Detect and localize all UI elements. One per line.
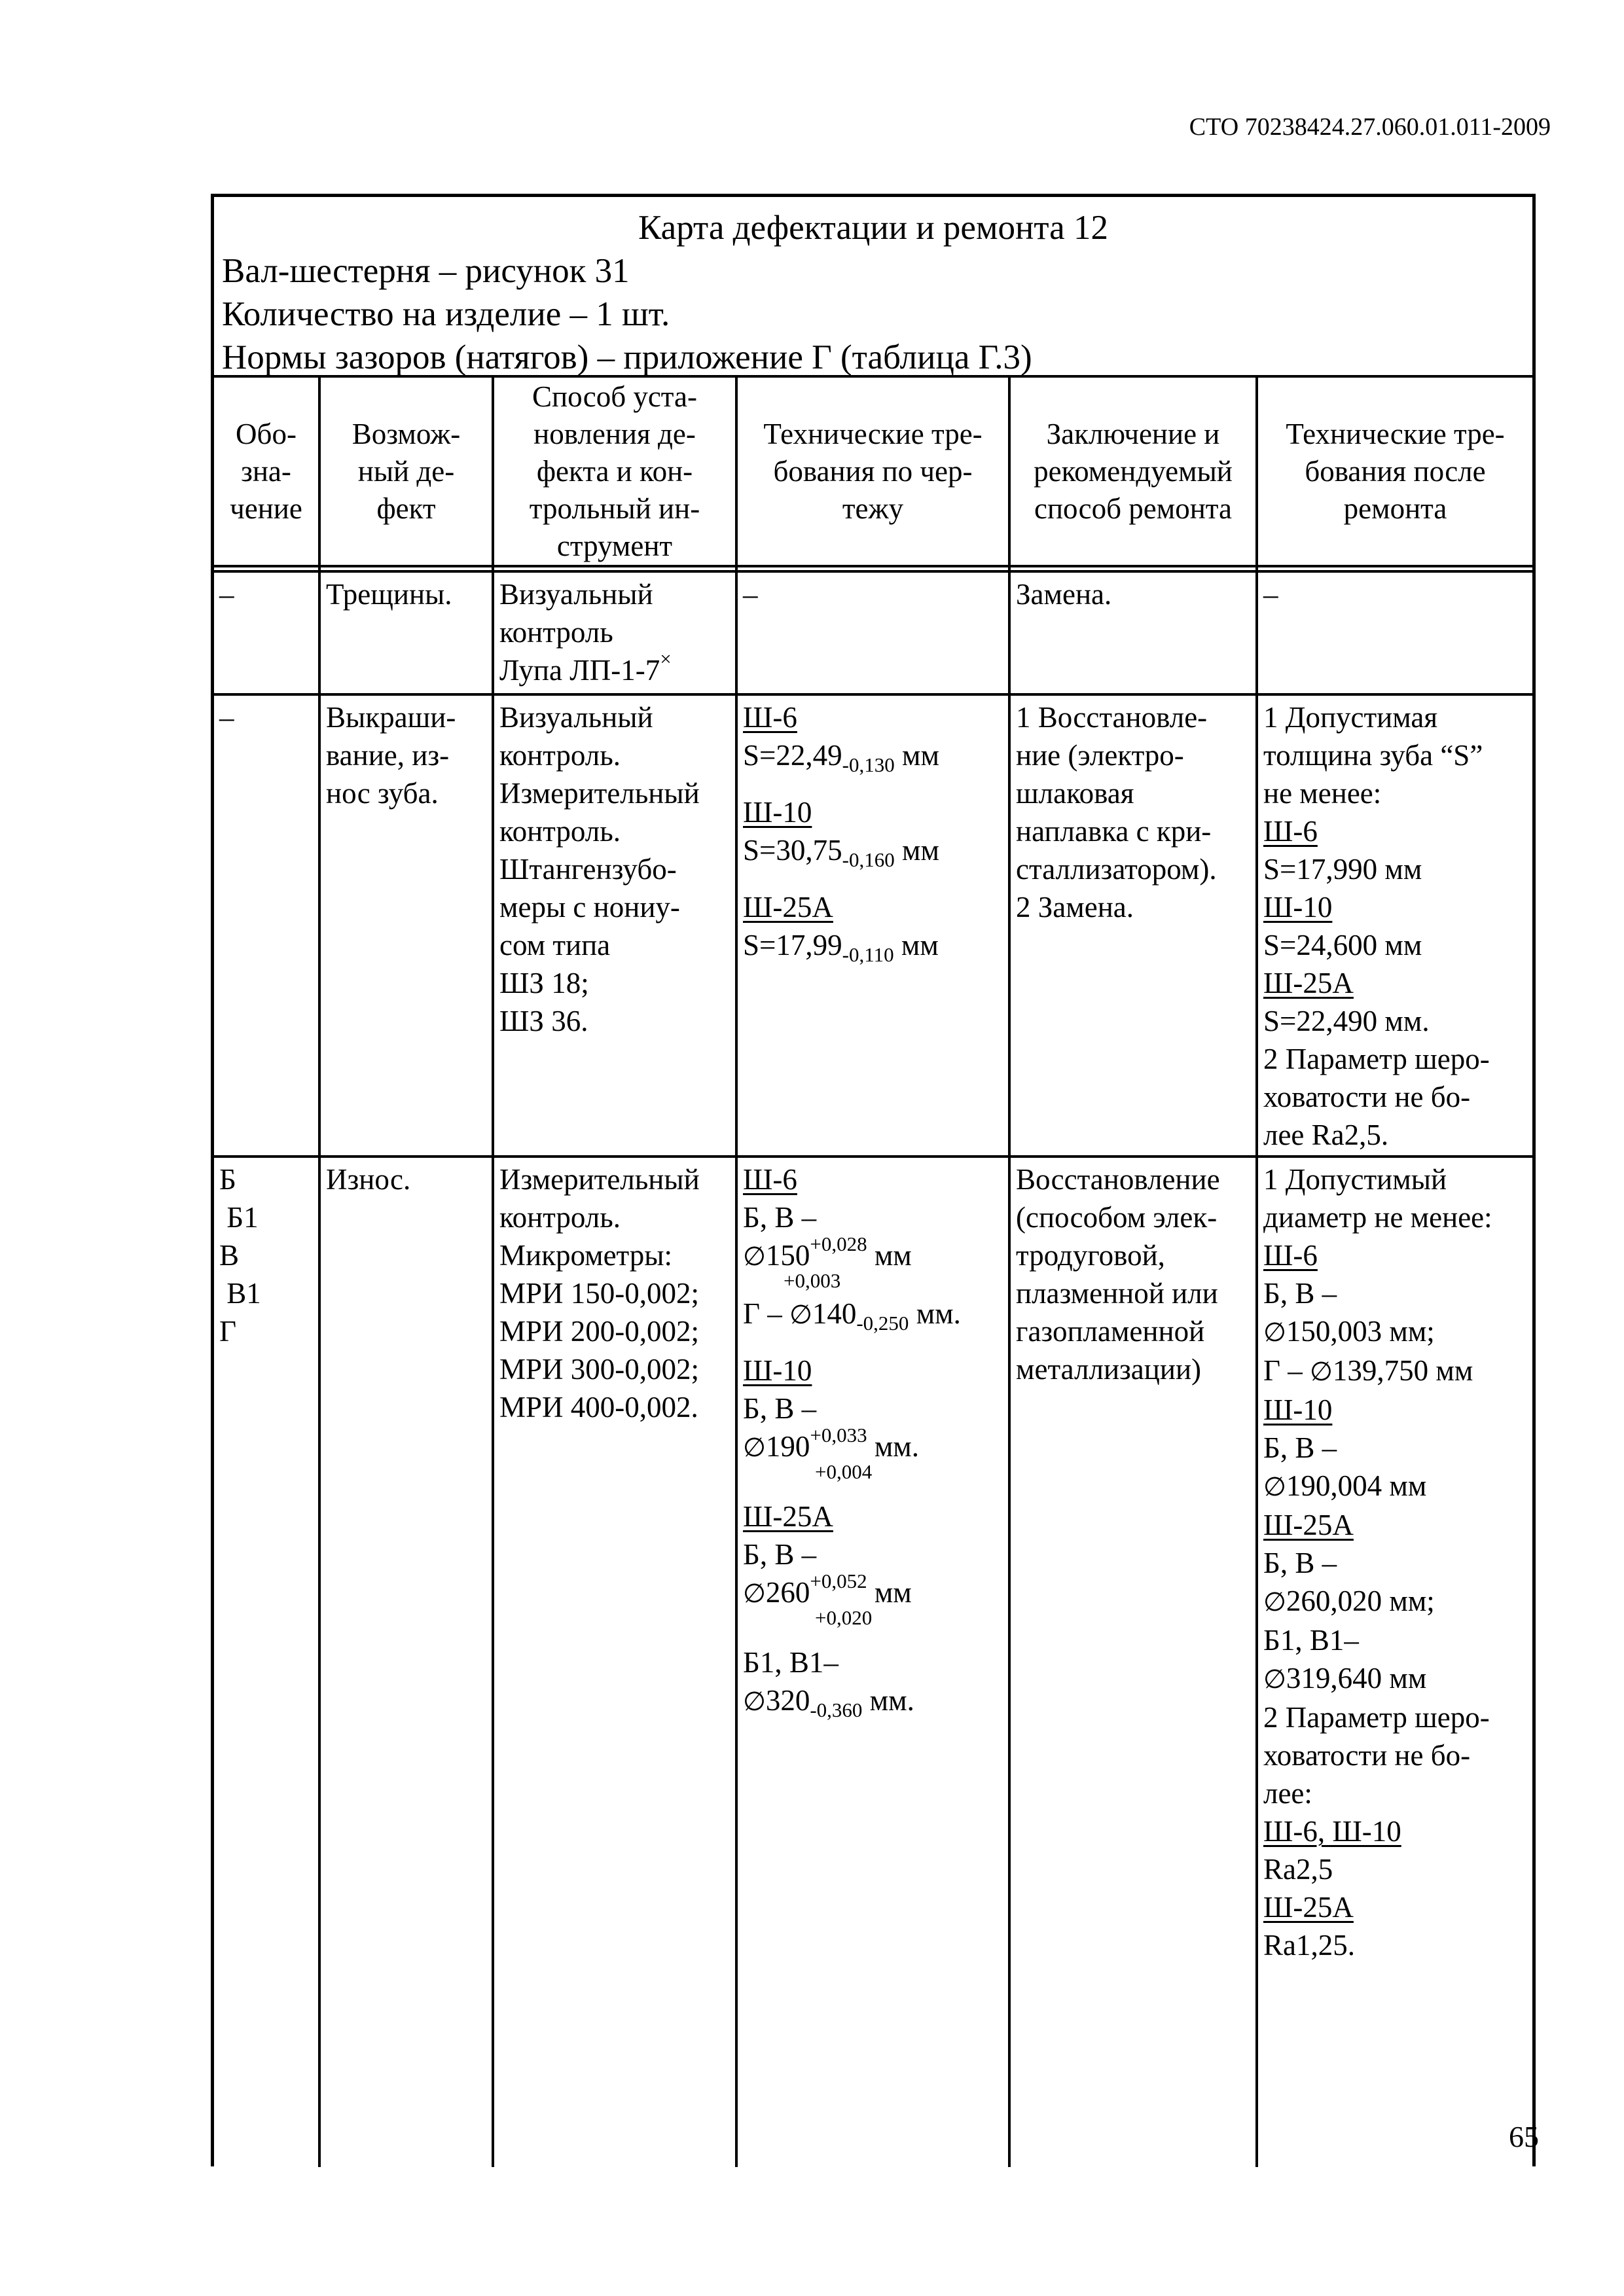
text-line: 2 Замена. [1016, 891, 1134, 924]
unit: мм [894, 739, 939, 772]
text-line: нос зуба. [326, 777, 439, 810]
text-line: Выкраши- [326, 701, 456, 734]
text-line: Технические тре- [1286, 417, 1505, 450]
upper-tolerance: +0,033 [810, 1424, 867, 1446]
lower-tolerance: +0,020 [815, 1606, 873, 1629]
value-line: S=22,490 мм. [1263, 1005, 1430, 1037]
defect-cell: Трещины. [326, 578, 452, 611]
text-line: МРИ 200-0,002; [499, 1315, 700, 1348]
text-line: не менее: [1263, 777, 1382, 810]
text-line: Г [219, 1315, 237, 1348]
tooth-thickness: S=22,49 [743, 739, 842, 772]
diameter-icon: ∅ [743, 1579, 766, 1609]
text-line: (способом элек- [1016, 1201, 1218, 1234]
text-line: вание, из- [326, 739, 450, 772]
text-line: Технические тре- [763, 417, 983, 450]
tolerance: -0,130 [842, 753, 895, 776]
text-line: ние (электро- [1016, 739, 1184, 772]
text-line: Микрометры: [499, 1239, 673, 1272]
conclusion-cell: Замена. [1016, 578, 1112, 611]
text-line: Восстановление [1016, 1163, 1220, 1196]
text-line: тежу [842, 492, 904, 525]
tolerance: -0,250 [856, 1312, 909, 1335]
text-line: МРИ 150-0,002; [499, 1277, 700, 1310]
tolerance: -0,110 [842, 943, 894, 966]
diameter-icon: ∅ [1310, 1357, 1333, 1387]
conclusion-cell [1011, 696, 1255, 1155]
gear-ref: Ш-6 [743, 1163, 797, 1196]
surface-ref: Б, В – [743, 1392, 817, 1425]
text-line: Способ уста- [532, 380, 697, 413]
text-line: ШЗ 36. [499, 1005, 588, 1037]
text-line: бования по чер- [773, 454, 973, 488]
text-line: плазменной или [1016, 1277, 1218, 1310]
value-line: S=24,600 мм [1263, 929, 1422, 961]
text-line: контроль [499, 616, 613, 649]
text-line: фект [376, 492, 436, 525]
table-row [214, 573, 1532, 696]
table-header-row [214, 378, 1532, 567]
text-line: сом типа [499, 929, 611, 961]
value-line: 319,640 мм [1286, 1662, 1427, 1695]
card-header [214, 197, 1532, 378]
diameter-icon: ∅ [1263, 1318, 1286, 1348]
table-row [214, 1158, 1532, 2009]
diameter: 320 [765, 1684, 810, 1717]
text-line: Обо- [236, 417, 297, 450]
unit: мм [894, 834, 939, 867]
gear-ref: Ш-10 [1263, 1393, 1333, 1426]
method-cell [494, 1158, 735, 2009]
text-line: струмент [556, 529, 673, 562]
text-line: 1 Допустимая [1263, 701, 1438, 734]
text-line: наплавка с кри- [1016, 815, 1212, 848]
unit: мм [867, 1239, 912, 1272]
card-part: Вал-шестерня – рисунок 31 [222, 252, 630, 290]
value-line: 139,750 мм [1332, 1354, 1473, 1387]
text-line: ховатости не бо- [1263, 1081, 1471, 1113]
card-norms: Нормы зазоров (натягов) – приложение Г (таблица Г.3) [222, 338, 1032, 376]
unit: мм. [862, 1684, 914, 1717]
text-line: ховатости не бо- [1263, 1739, 1471, 1772]
requirements-cell [738, 696, 1008, 1155]
unit: мм [893, 929, 939, 961]
text-line: диаметр не менее: [1263, 1201, 1492, 1234]
text-line: металлизации) [1016, 1353, 1202, 1386]
surface-ref: Б1, В1– [1263, 1624, 1359, 1657]
text-line: Заключение и [1046, 417, 1220, 450]
table-row [214, 696, 1532, 1158]
unit: мм. [867, 1430, 920, 1463]
value-line: Ra2,5 [1263, 1853, 1333, 1886]
surface-ref: Г – [1263, 1354, 1310, 1387]
text-line: меры с нониу- [499, 891, 680, 924]
lower-tolerance: +0,003 [784, 1269, 841, 1292]
requirements-cell: – [743, 578, 758, 611]
text-line: Измерительный [499, 777, 700, 810]
after-repair-cell: – [1263, 578, 1278, 611]
text-line: фекта и кон- [536, 454, 693, 488]
text-line: Измерительный [499, 1163, 700, 1196]
unit: мм. [909, 1297, 961, 1330]
gear-ref: Ш-6 [1263, 815, 1318, 848]
gear-ref: Ш-25А [1263, 967, 1354, 999]
text-line: рекомендуемый [1034, 454, 1233, 488]
document-code: СТО 70238424.27.060.01.011-2009 [1189, 113, 1551, 141]
method-cell [494, 696, 735, 1155]
designation-cell: – [219, 578, 234, 611]
gear-ref: Ш-10 [743, 1354, 812, 1387]
diameter: 260 [765, 1576, 810, 1609]
text-line: МРИ 300-0,002; [499, 1353, 700, 1386]
text-line: газопламенной [1016, 1315, 1205, 1348]
text-line: способ ремонта [1034, 492, 1232, 525]
text-line: зна- [241, 454, 291, 488]
text-line: Б [219, 1163, 236, 1196]
surface-ref: Б, В – [1263, 1547, 1337, 1579]
column-header-defect [321, 378, 492, 565]
text-line: лее: [1263, 1777, 1312, 1810]
upper-tolerance: +0,028 [810, 1232, 867, 1255]
text-line: сталлизатором). [1016, 853, 1217, 886]
text-line: МРИ 400-0,002. [499, 1391, 698, 1424]
gear-ref: Ш-10 [743, 796, 812, 829]
text-line: Визуальный [499, 578, 653, 611]
tool-name: Лупа ЛП-1-7 [499, 654, 660, 687]
diameter: 190 [765, 1430, 810, 1463]
column-header-drawing-requirements [738, 378, 1008, 565]
card-title: Карта дефектации и ремонта 12 [638, 209, 1108, 247]
text-line: Визуальный [499, 701, 653, 734]
text-line: Возмож- [352, 417, 461, 450]
text-line: В [219, 1239, 240, 1272]
value-line: 190,004 мм [1286, 1469, 1427, 1502]
text-line: 1 Восстановле- [1016, 701, 1208, 734]
tolerance: -0,160 [842, 848, 895, 871]
diameter-icon: ∅ [789, 1300, 812, 1330]
gear-ref: Ш-25А [743, 891, 833, 924]
tool-magnification-mark: × [660, 647, 672, 670]
designation-cell [214, 1158, 318, 2009]
text-line: 1 Допустимый [1263, 1163, 1447, 1196]
gear-ref: Ш-6, Ш-10 [1263, 1815, 1401, 1848]
upper-tolerance: +0,052 [810, 1570, 867, 1592]
gear-ref: Ш-25А [1263, 1891, 1354, 1924]
surface-ref: Б, В – [1263, 1277, 1337, 1310]
gear-ref: Ш-6 [1263, 1239, 1318, 1272]
gear-ref: Ш-25А [1263, 1509, 1354, 1541]
unit: мм [867, 1576, 912, 1609]
text-line: ремонта [1343, 492, 1447, 525]
value-line: 150,003 мм; [1286, 1315, 1435, 1348]
text-line: трольный ин- [529, 492, 700, 525]
text-line: новления де- [533, 417, 696, 450]
surface-ref: Г – [743, 1297, 790, 1330]
text-line: шлаковая [1016, 777, 1134, 810]
header-double-rule [214, 567, 1532, 573]
text-line: бования после [1305, 454, 1486, 488]
column-header-conclusion [1011, 378, 1255, 565]
text-line: лее Ra2,5. [1263, 1119, 1389, 1151]
designation-cell: – [219, 701, 234, 734]
text-line: тродуговой, [1016, 1239, 1165, 1272]
gear-ref: Ш-10 [1263, 891, 1333, 924]
defect-table [214, 378, 1532, 2167]
text-line: контроль. [499, 1201, 621, 1234]
after-repair-cell [1258, 1158, 1532, 2009]
diameter-icon: ∅ [1263, 1472, 1286, 1502]
card-quantity: Количество на изделие – 1 шт. [222, 295, 670, 333]
text-line: чение [230, 492, 302, 525]
defect-cell: Износ. [326, 1163, 411, 1196]
surface-ref: Б, В – [743, 1538, 817, 1571]
tooth-thickness: S=30,75 [743, 834, 842, 867]
text-line: Б1 [219, 1201, 259, 1234]
text-line: ШЗ 18; [499, 967, 589, 999]
gear-ref: Ш-6 [743, 701, 797, 734]
after-repair-cell [1258, 696, 1532, 1155]
conclusion-cell [1011, 1158, 1255, 2009]
text-line: ный де- [357, 454, 455, 488]
diameter-icon: ∅ [743, 1433, 766, 1463]
lower-tolerance: +0,004 [815, 1460, 873, 1483]
tooth-thickness: S=17,99 [743, 929, 842, 961]
surface-ref: Б, В – [1263, 1431, 1337, 1464]
page-number: 65 [1509, 2120, 1539, 2153]
value-line: 260,020 мм; [1286, 1585, 1435, 1617]
method-cell [494, 573, 735, 693]
text-line: 2 Параметр шеро- [1263, 1701, 1490, 1734]
gear-ref: Ш-25А [743, 1500, 833, 1533]
requirements-cell [738, 1158, 1008, 2009]
defect-repair-card [211, 194, 1536, 2166]
diameter-icon: ∅ [1263, 1587, 1286, 1617]
diameter-icon: ∅ [743, 1242, 766, 1272]
surface-ref: Б, В – [743, 1201, 817, 1234]
column-header-designation [214, 378, 318, 565]
value-line: S=17,990 мм [1263, 853, 1422, 886]
text-line: 2 Параметр шеро- [1263, 1043, 1490, 1075]
diameter-icon: ∅ [743, 1687, 766, 1717]
text-line: В1 [219, 1277, 261, 1310]
column-header-after-repair [1258, 378, 1532, 565]
defect-cell [321, 696, 492, 1155]
text-line: толщина зуба “S” [1263, 739, 1483, 772]
tolerance: -0,360 [810, 1698, 863, 1721]
text-line: Штангензубо- [499, 853, 677, 886]
text-line: контроль. [499, 739, 621, 772]
surface-ref: Б1, В1– [743, 1646, 839, 1679]
diameter-icon: ∅ [1263, 1664, 1286, 1695]
column-header-method [494, 378, 735, 565]
diameter: 150 [765, 1239, 810, 1272]
value-line: Ra1,25. [1263, 1929, 1355, 1962]
diameter: 140 [812, 1297, 857, 1330]
text-line: контроль. [499, 815, 621, 848]
